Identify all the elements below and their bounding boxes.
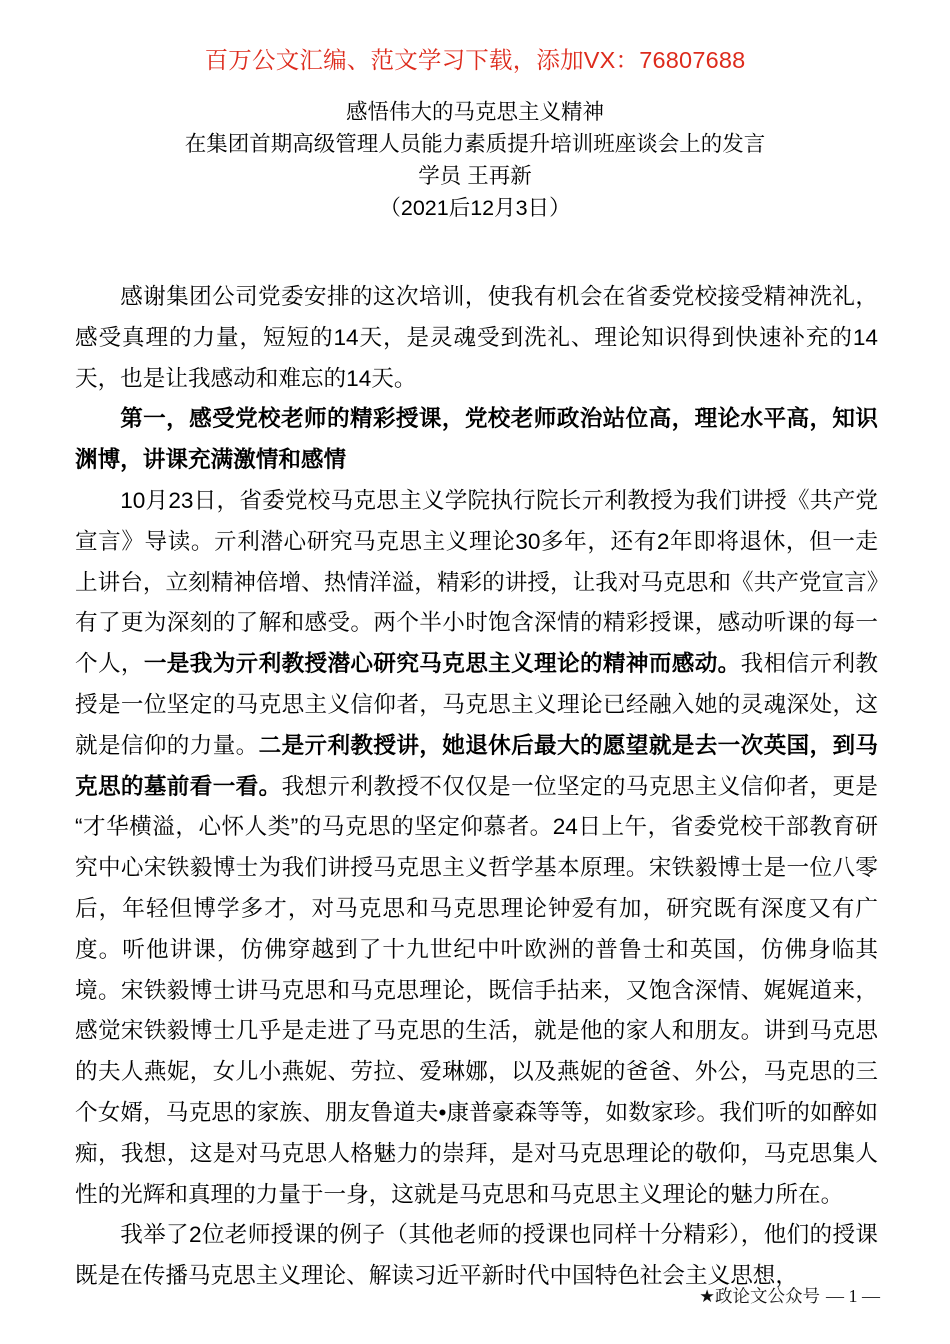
paragraph-bold-point-two: 二是亓利教授讲，她退休后最大的愿望就是去一次英国，到马克思的墓前看一看。 <box>75 732 878 799</box>
paragraph-closing: 我举了2位老师授课的例子（其他老师的授课也同样十分精彩），他们的授课既是在传播马克思主义理论、解读习近平新时代中国特色社会主义思想， <box>75 1222 878 1289</box>
paragraph-run-3: 我想亓利教授不仅仅是一位坚定的马克思主义信仰者，更是“才华横溢，心怀人类”的马克思的坚定仰慕者。24日上午，省委党校干部教育研究中心宋铁毅博士为我们讲授马克思主义哲学基本原理。宋铁毅博士是一位八零后，年轻但博学多才，对马克思和马克思理论钟爱有加，研究既有深度又有广度。听他讲课，仿佛穿越到了十九世纪中叶欧洲的普鲁士和英国，仿佛身临其境。宋铁毅博士讲马克思和马克思理论，既信手拈来，又饱含深情、娓娓道来，感觉宋铁毅博士几乎是走进了马克思的生活，就是他的家人和朋友。讲到马克思的夫人燕妮，女儿小燕妮、劳拉、爱琳娜，以及燕妮的爸爸、外公，马克思的三个女婿，马克思的家族、朋友鲁道夫•康普豪森等等，如数家珍。我们听的如醉如痴，我想，这是对马克思人格魅力的崇拜，是对马克思理论的敬仰，马克思集人性的光辉和真理的力量于一身，这就是马克思和马克思主义理论的魅力所在。 <box>75 773 878 1207</box>
paragraph-intro: 感谢集团公司党委安排的这次培训，使我有机会在省委党校接受精神洗礼，感受真理的力量，短短的14天，是灵魂受到洗礼、理论知识得到快速补充的14天，也是让我感动和难忘的14天。 <box>75 284 878 391</box>
document-title: 感悟伟大的马克思主义精神 <box>345 100 604 124</box>
paragraph-lectures <box>75 481 878 1215</box>
section-heading-first: 第一，感受党校老师的精彩授课，党校老师政治站位高，理论水平高，知识渊博，讲课充满激情和感情 <box>75 406 878 473</box>
promo-watermark-text: 百万公文汇编、范文学习下载，添加VX：76807688 <box>204 47 746 73</box>
document-body <box>75 277 878 1297</box>
page-footer <box>0 1283 950 1308</box>
paragraph-run-2: 我相信亓利教授是一位坚定的马克思主义信仰者，马克思主义理论已经融入她的灵魂深处，这就是信仰的力量。 <box>75 651 878 758</box>
document-date: （2021后12月3日） <box>379 196 571 220</box>
paragraph-bold-point-one: 一是我为亓利教授潜心研究马克思主义理论的精神而感动。 <box>143 651 741 677</box>
paragraph-run-1: 10月23日，省委党校马克思主义学院执行院长亓利教授为我们讲授《共产党宣言》导读。亓利潜心研究马克思主义理论30多年，还有2年即将退休，但一走上讲台，立刻精神倍增、热情洋溢，精彩的讲授，让我对马克思和《共产党宣言》有了更为深刻的了解和感受。两个半小时饱含深情的精彩授课，感动听课的每一个人， <box>75 487 878 677</box>
footer-publisher-label: ★政论文公众号 <box>699 1286 820 1306</box>
document-author: 学员 王再新 <box>418 164 532 188</box>
document-subtitle: 在集团首期高级管理人员能力素质提升培训班座谈会上的发言 <box>184 132 766 156</box>
title-block <box>0 96 950 224</box>
footer-page-number: — 1 — <box>826 1286 880 1306</box>
